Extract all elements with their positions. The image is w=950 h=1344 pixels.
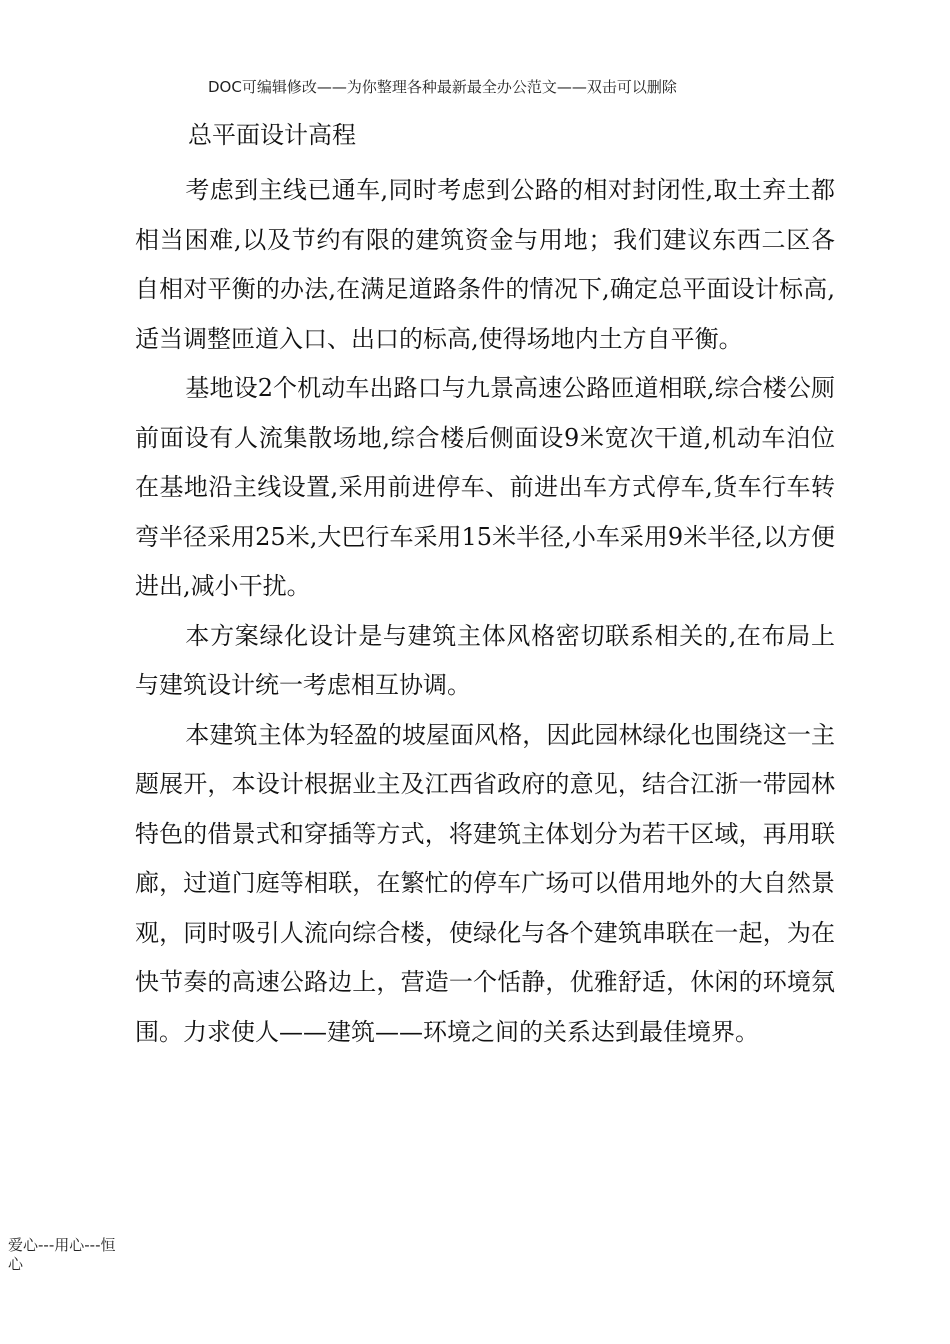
paragraph-traffic: 基地设2个机动车出路口与九景高速公路匝道相联,综合楼公厕前面设有人流集散场地,综合楼后侧面设9米宽次干道,机动车泊位在基地沿主线设置,采用前进停车、前进出车方式停车,货车行车转弯半径采用25米,大巴行车采用15米半径,小车采用9米半径,以方便进出,减小干扰。 <box>135 374 835 600</box>
paragraph-greening-detail: 本建筑主体为轻盈的坡屋面风格，因此园林绿化也围绕这一主题展开，本设计根据业主及江西省政府的意见，结合江浙一带园林特色的借景式和穿插等方式，将建筑主体划分为若干区域，再用联廊，过道门庭等相联，在繁忙的停车广场可以借用地外的大自然景观，同时吸引人流向综合楼，使绿化与各个建筑串联在一起，为在快节奏的高速公路边上，营造一个恬静，优雅舒适，休闲的环境氛围。力求使人——建筑——环境之间的关系达到最佳境界。 <box>135 720 835 1046</box>
header-note: DOC可编辑修改——为你整理各种最新最全办公范文——双击可以删除 <box>208 78 677 96</box>
document-body <box>135 166 835 1057</box>
document-title: 总平面设计高程 <box>188 121 356 149</box>
paragraph-elevation: 考虑到主线已通车,同时考虑到公路的相对封闭性,取土弃土都相当困难,以及节约有限的建筑资金与用地；我们建议东西二区各自相对平衡的办法,在满足道路条件的情况下,确定总平面设计标高,适当调整匝道入口、出口的标高,使得场地内土方自平衡。 <box>135 176 835 353</box>
footer-note: 爱心---用心---恒心 <box>8 1236 116 1273</box>
paragraph-greening-intro: 本方案绿化设计是与建筑主体风格密切联系相关的,在布局上与建筑设计统一考虑相互协调。 <box>135 621 835 699</box>
